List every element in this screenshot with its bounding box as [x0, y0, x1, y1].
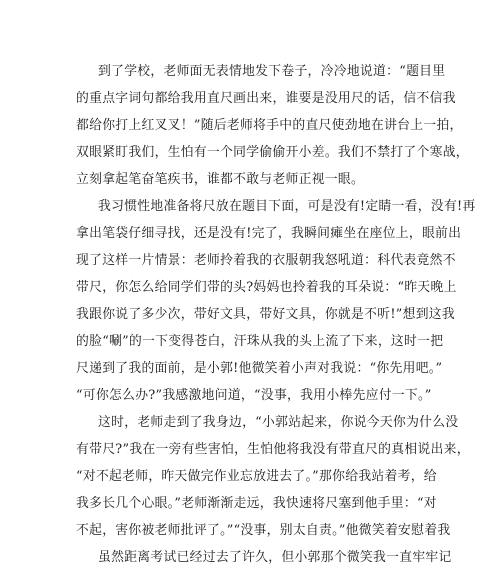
paragraph-3-line-4: 我多长几个心眼。”老师渐渐走远，我快速将尺塞到他手里：“对: [76, 496, 437, 511]
paragraph-2-line-5: 我跟你说了多少次，带好文具，带好文具，你就是不听!”想到这我: [76, 307, 455, 322]
paragraph-1-line-3: 都给你打上红叉叉！”随后老师将手中的直尺使劲地在讲台上一拍，: [76, 118, 463, 133]
paragraph-1-line-1: 到了学校，老师面无表情地发下卷子，冷冷地说道：“题目里: [98, 64, 446, 79]
paragraph-1-line-4: 双眼紧盯我们，生怕有一个同学偷偷开小差。我们不禁打了个寒战，: [76, 145, 469, 160]
paragraph-2-line-6: 的脸“唰”的一下变得苍白，汗珠从我的头上流了下来，这时一把: [76, 334, 444, 349]
paragraph-2-line-8: “可你怎么办?”我感激地问道，“没事，我用小棒先应付一下。”: [76, 388, 432, 403]
paragraph-3-line-2: 有带尺?”我在一旁有些害怕，生怕他将我没有带直尺的真相说出来，: [76, 442, 470, 457]
paragraph-3-line-3: “对不起老师，昨天做完作业忘放进去了。”那你给我站着考，给: [76, 469, 437, 484]
paragraph-1-line-5: 立刻拿起笔奋笔疾书，谁都不敢与老师正视一眼。: [76, 172, 365, 187]
paragraph-3-line-5: 不起，害你被老师批评了。”“没事，别太自责。”他微笑着安慰着我: [76, 523, 451, 538]
paragraph-2-line-3: 现了这样一片情景：老师拎着我的衣服朝我怒吼道：科代表竟然不: [76, 253, 456, 268]
paragraph-2-line-2: 拿出笔袋仔细寻找，还是没有!完了，我瞬间瘫坐在座位上，眼前出: [76, 226, 462, 241]
paragraph-2-line-1: 我习惯性地准备将尺放在题目下面，可是没有!定睛一看，没有!再: [98, 199, 476, 214]
article-body: [76, 58, 476, 571]
paragraph-4-line-1: 虽然距离考试已经过去了许久，但小郭那个微笑我一直牢牢记: [98, 550, 452, 565]
paragraph-3-line-1: 这时，老师走到了我身边，“小郭站起来，你说今天你为什么没: [98, 415, 459, 430]
paragraph-1-line-2: 的重点字词句都给我用直尺画出来，谁要是没用尺的话，信不信我: [76, 91, 456, 106]
paragraph-2-line-7: 尺递到了我的面前，是小郭!他微笑着小声对我说：“你先用吧。”: [76, 361, 443, 376]
paragraph-2-line-4: 带尺，你怎么给同学们带的头?妈妈也拎着我的耳朵说：“昨天晚上: [76, 280, 457, 295]
